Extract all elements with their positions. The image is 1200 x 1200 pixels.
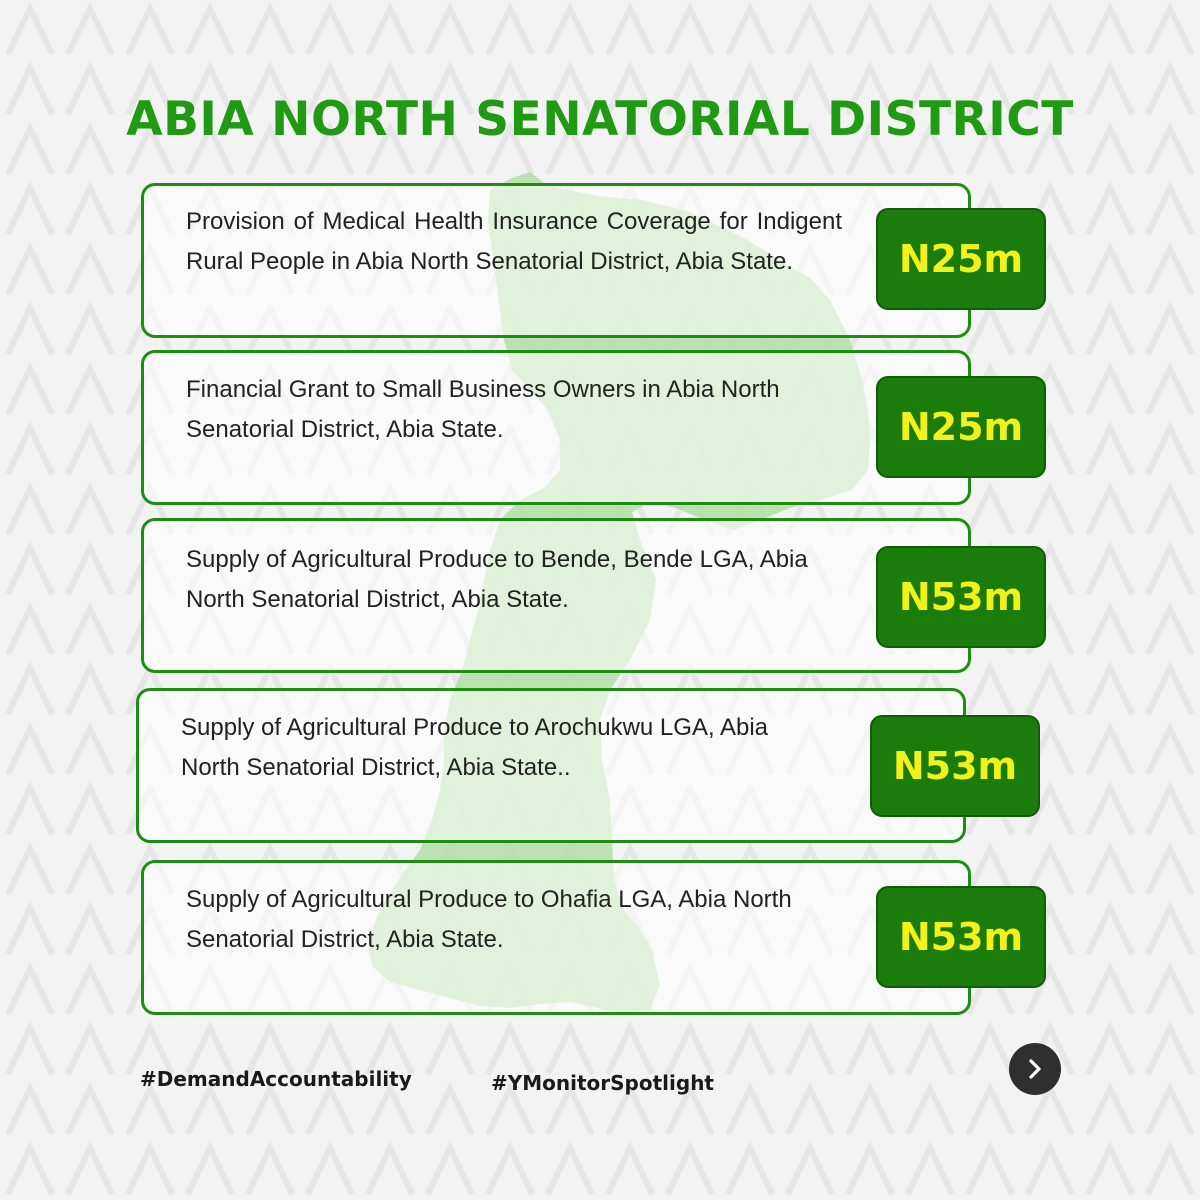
project-description: Supply of Agricultural Produce to Arochukwu LGA, Abia North Senatorial District, Abia State.. <box>181 714 769 781</box>
page-title: ABIA NORTH SENATORIAL DISTRICT <box>126 92 1074 147</box>
project-description: Provision of Medical Health Insurance Coverage for Indigent Rural People in Abia North Senatorial District, Abia State. <box>186 208 842 275</box>
project-description: Financial Grant to Small Business Owners in Abia North Senatorial District, Abia State. <box>186 376 780 443</box>
hashtag-demand-accountability: #DemandAccountability <box>140 1067 412 1091</box>
project-description: Supply of Agricultural Produce to Ohafia LGA, Abia North Senatorial District, Abia State. <box>186 886 792 953</box>
hashtag-ymonitor-spotlight: #YMonitorSpotlight <box>491 1071 714 1095</box>
project-amount-badge: N53m <box>870 715 1040 817</box>
next-slide-button[interactable] <box>1009 1043 1061 1095</box>
project-amount-badge: N53m <box>876 546 1046 648</box>
chevron-right-icon <box>1023 1057 1047 1081</box>
project-amount-badge: N25m <box>876 376 1046 478</box>
project-amount-badge: N25m <box>876 208 1046 310</box>
project-description: Supply of Agricultural Produce to Bende, Bende LGA, Abia North Senatorial District, Abia State. <box>186 546 808 613</box>
project-amount-badge: N53m <box>876 886 1046 988</box>
